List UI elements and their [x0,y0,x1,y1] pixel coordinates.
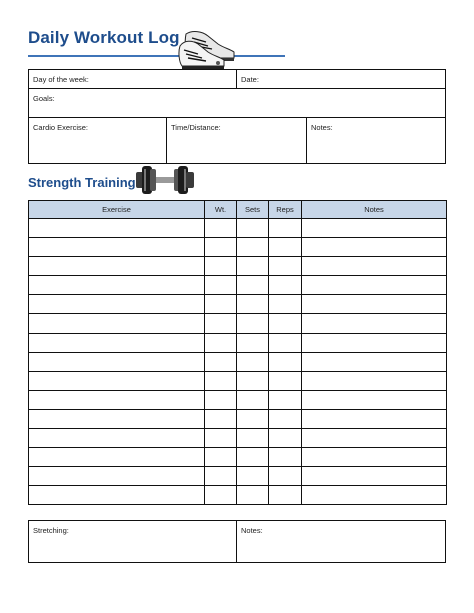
form-divider [236,520,237,563]
sets-cell[interactable] [237,390,269,409]
sets-cell[interactable] [237,467,269,486]
table-row [29,276,447,295]
column-header-sets: Sets [237,201,269,219]
notes-cell[interactable] [302,429,447,448]
notes-cell[interactable] [302,219,447,238]
reps-cell[interactable] [269,257,302,276]
weight-cell[interactable] [205,352,237,371]
exercise-cell[interactable] [29,352,205,371]
stretching-notes-field[interactable]: Notes: [241,526,263,535]
table-row [29,352,447,371]
title-underline [28,55,285,57]
reps-cell[interactable] [269,219,302,238]
weight-cell[interactable] [205,314,237,333]
reps-cell[interactable] [269,333,302,352]
weight-cell[interactable] [205,429,237,448]
table-row [29,467,447,486]
notes-cell[interactable] [302,238,447,257]
weight-cell[interactable] [205,371,237,390]
exercise-cell[interactable] [29,219,205,238]
reps-cell[interactable] [269,448,302,467]
weight-cell[interactable] [205,295,237,314]
column-header-reps: Reps [269,201,302,219]
weight-cell[interactable] [205,390,237,409]
notes-cell[interactable] [302,314,447,333]
exercise-cell[interactable] [29,486,205,505]
strength-training-table [28,200,447,505]
date-field[interactable]: Date: [241,75,259,84]
sets-cell[interactable] [237,429,269,448]
table-row [29,257,447,276]
notes-cell[interactable] [302,409,447,428]
table-row [29,409,447,428]
form-divider [236,69,237,88]
day-of-week-field[interactable]: Day of the week: [33,75,89,84]
reps-cell[interactable] [269,409,302,428]
exercise-cell[interactable] [29,314,205,333]
sets-cell[interactable] [237,371,269,390]
sets-cell[interactable] [237,314,269,333]
table-row [29,314,447,333]
column-header-exercise: Exercise [29,201,205,219]
notes-cell[interactable] [302,448,447,467]
table-row [29,219,447,238]
exercise-cell[interactable] [29,409,205,428]
sets-cell[interactable] [237,409,269,428]
notes-cell[interactable] [302,333,447,352]
notes-cell[interactable] [302,486,447,505]
table-row [29,238,447,257]
exercise-cell[interactable] [29,276,205,295]
table-row [29,486,447,505]
form-divider [28,88,446,89]
reps-cell[interactable] [269,486,302,505]
notes-cell[interactable] [302,371,447,390]
weight-cell[interactable] [205,257,237,276]
weight-cell[interactable] [205,448,237,467]
reps-cell[interactable] [269,314,302,333]
exercise-cell[interactable] [29,467,205,486]
page-title: Daily Workout Log [28,28,180,47]
cardio-exercise-field[interactable]: Cardio Exercise: [33,123,89,132]
dumbbell-icon [134,163,196,197]
exercise-cell[interactable] [29,371,205,390]
table-header-row [29,201,447,219]
reps-cell[interactable] [269,467,302,486]
exercise-cell[interactable] [29,448,205,467]
reps-cell[interactable] [269,276,302,295]
sets-cell[interactable] [237,486,269,505]
table-row [29,295,447,314]
reps-cell[interactable] [269,390,302,409]
table-row [29,371,447,390]
sneakers-icon [178,28,238,72]
weight-cell[interactable] [205,333,237,352]
strength-table-body [29,219,447,505]
table-row [29,333,447,352]
table-row [29,429,447,448]
reps-cell[interactable] [269,429,302,448]
notes-cell[interactable] [302,390,447,409]
notes-cell[interactable] [302,295,447,314]
sets-cell[interactable] [237,238,269,257]
exercise-cell[interactable] [29,333,205,352]
notes-cell[interactable] [302,467,447,486]
strength-training-heading: Strength Training [28,175,136,190]
weight-cell[interactable] [205,238,237,257]
goals-field[interactable]: Goals: [33,94,55,103]
stretching-field[interactable]: Stretching: [33,526,69,535]
column-header-weight: Wt. [205,201,237,219]
cardio-notes-field[interactable]: Notes: [311,123,333,132]
stretching-box [28,520,446,563]
exercise-cell[interactable] [29,238,205,257]
weight-cell[interactable] [205,276,237,295]
reps-cell[interactable] [269,371,302,390]
time-distance-field[interactable]: Time/Distance: [171,123,221,132]
exercise-cell[interactable] [29,390,205,409]
sets-cell[interactable] [237,219,269,238]
column-header-notes: Notes [302,201,447,219]
table-row [29,448,447,467]
sets-cell[interactable] [237,257,269,276]
sets-cell[interactable] [237,448,269,467]
sets-cell[interactable] [237,295,269,314]
notes-cell[interactable] [302,276,447,295]
weight-cell[interactable] [205,219,237,238]
weight-cell[interactable] [205,409,237,428]
sets-cell[interactable] [237,276,269,295]
reps-cell[interactable] [269,238,302,257]
reps-cell[interactable] [269,352,302,371]
sets-cell[interactable] [237,333,269,352]
sets-cell[interactable] [237,352,269,371]
exercise-cell[interactable] [29,257,205,276]
notes-cell[interactable] [302,352,447,371]
weight-cell[interactable] [205,467,237,486]
form-divider [166,117,167,164]
form-divider [306,117,307,164]
exercise-cell[interactable] [29,429,205,448]
form-divider [28,117,446,118]
exercise-cell[interactable] [29,295,205,314]
reps-cell[interactable] [269,295,302,314]
notes-cell[interactable] [302,257,447,276]
table-row [29,390,447,409]
weight-cell[interactable] [205,486,237,505]
